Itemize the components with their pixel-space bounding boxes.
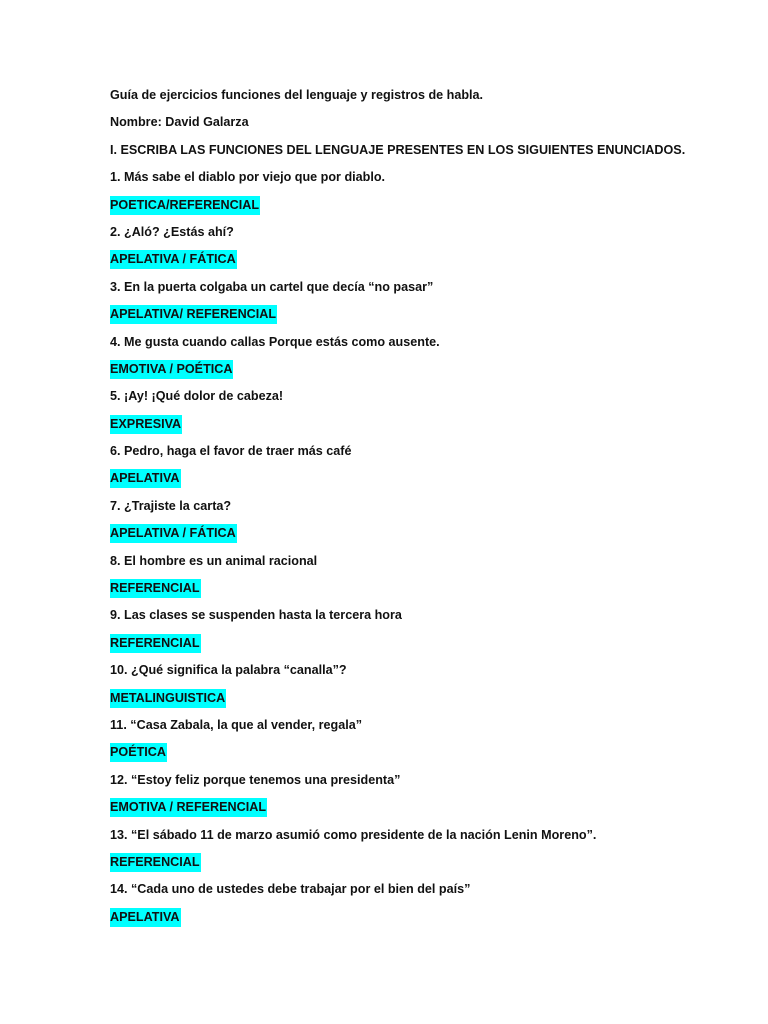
exercise-question-line: [110, 223, 710, 250]
exercise-question: 1. Más sabe el diablo por viejo que por diablo.: [110, 170, 386, 185]
exercise-question: 3. En la puerta colgaba un cartel que decía “no pasar”: [110, 279, 434, 294]
exercise-question-line: [110, 387, 710, 414]
exercise-question: 5. ¡Ay! ¡Qué dolor de cabeza!: [110, 389, 284, 404]
exercise-answer-highlight: APELATIVA: [110, 908, 181, 927]
exercise-answer-highlight: REFERENCIAL: [110, 853, 201, 872]
exercise-answer-line: [110, 853, 710, 880]
exercise-answer-highlight: METALINGUISTICA: [110, 689, 226, 708]
exercise-question: 2. ¿Aló? ¿Estás ahí?: [110, 224, 234, 239]
exercise-question-line: [110, 606, 710, 633]
exercise-question: 10. ¿Qué significa la palabra “canalla”?: [110, 663, 347, 678]
exercise-answer-highlight: APELATIVA: [110, 469, 181, 488]
exercise-question-line: [110, 497, 710, 524]
exercise-question-line: [110, 880, 710, 907]
exercise-question: 4. Me gusta cuando callas Porque estás como ausente.: [110, 334, 440, 349]
exercise-answer-line: [110, 798, 710, 825]
exercise-answer-line: [110, 415, 710, 442]
exercise-answer-line: [110, 469, 710, 496]
document-title-line: [110, 86, 710, 113]
exercise-question-line: [110, 168, 710, 195]
exercise-answer-highlight: APELATIVA / FÁTICA: [110, 250, 237, 269]
exercise-answer-line: [110, 634, 710, 661]
document-title: Guía de ejercicios funciones del lenguaje y registros de habla.: [110, 88, 484, 102]
exercise-answer-line: [110, 908, 710, 935]
exercise-answer-highlight: EMOTIVA / POÉTICA: [110, 360, 233, 379]
exercise-answer-highlight: POÉTICA: [110, 743, 167, 762]
author-name: Nombre: David Galarza: [110, 115, 249, 130]
exercise-answer-line: [110, 743, 710, 770]
author-line: [110, 113, 710, 140]
exercise-answer-highlight: POETICA/REFERENCIAL: [110, 196, 260, 215]
exercise-list: [110, 168, 710, 935]
exercise-question: 9. Las clases se suspenden hasta la tercera hora: [110, 608, 402, 623]
exercise-question-line: [110, 278, 710, 305]
exercise-question-line: [110, 661, 710, 688]
exercise-answer-line: [110, 196, 710, 223]
exercise-answer-highlight: REFERENCIAL: [110, 634, 201, 653]
exercise-answer-line: [110, 360, 710, 387]
exercise-answer-highlight: EXPRESIVA: [110, 415, 182, 434]
exercise-question-line: [110, 333, 710, 360]
exercise-question: 13. “El sábado 11 de marzo asumió como presidente de la nación Lenin Moreno”.: [110, 827, 597, 842]
document-page: [110, 86, 710, 935]
exercise-answer-line: [110, 250, 710, 277]
exercise-question: 7. ¿Trajiste la carta?: [110, 498, 232, 513]
exercise-question: 6. Pedro, haga el favor de traer más café: [110, 444, 352, 459]
exercise-answer-line: [110, 689, 710, 716]
instruction-text: I. ESCRIBA LAS FUNCIONES DEL LENGUAJE PRESENTES EN LOS SIGUIENTES ENUNCIADOS.: [110, 142, 686, 157]
exercise-question: 14. “Cada uno de ustedes debe trabajar por el bien del país”: [110, 882, 471, 897]
exercise-answer-line: [110, 579, 710, 606]
exercise-question-line: [110, 716, 710, 743]
exercise-question-line: [110, 826, 710, 853]
exercise-answer-highlight: EMOTIVA / REFERENCIAL: [110, 798, 267, 817]
exercise-answer-line: [110, 305, 710, 332]
exercise-answer-highlight: APELATIVA/ REFERENCIAL: [110, 305, 277, 324]
exercise-question-line: [110, 442, 710, 469]
exercise-question-line: [110, 552, 710, 579]
exercise-question: 11. “Casa Zabala, la que al vender, regala”: [110, 717, 363, 732]
exercise-answer-highlight: REFERENCIAL: [110, 579, 201, 598]
instruction-line: [110, 141, 710, 168]
exercise-answer-line: [110, 524, 710, 551]
exercise-question: 8. El hombre es un animal racional: [110, 553, 318, 568]
exercise-question-line: [110, 771, 710, 798]
exercise-question: 12. “Estoy feliz porque tenemos una presidenta”: [110, 772, 401, 787]
exercise-answer-highlight: APELATIVA / FÁTICA: [110, 524, 237, 543]
